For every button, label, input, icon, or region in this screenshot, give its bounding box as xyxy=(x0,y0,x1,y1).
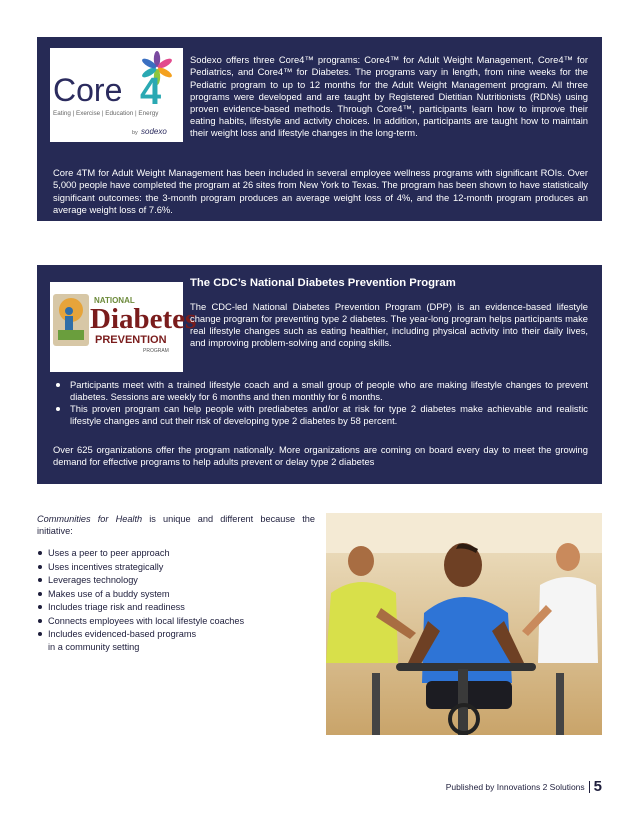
feature-item: Leverages technology xyxy=(37,574,315,586)
dpp-logo-national: NATIONAL xyxy=(94,296,135,305)
publisher-text: Published by Innovations 2 Solutions xyxy=(445,781,585,792)
feature-item: Makes use of a buddy system xyxy=(37,588,315,600)
dpp-bullet: This proven program can help people with prediabetes and/or at risk for type 2 diabetes make achievable and realistic lifestyle changes and cut their risk of developing type 2 diabetes by 58 percent. xyxy=(53,403,588,427)
feature-item: Uses a peer to peer approach xyxy=(37,547,315,559)
dpp-logo-program: PROGRAM xyxy=(143,348,169,354)
dpp-bullet: Participants meet with a trained lifestyle coach and a small group of people who are making lifestyle changes to prevent diabetes. Sessions are weekly for 6 months and then monthly for 6 months. xyxy=(53,379,588,403)
feature-item: Connects employees with local lifestyle coaches xyxy=(37,615,315,627)
communities-name: Communities for Health xyxy=(37,514,143,524)
sodexo-brand: sodexo xyxy=(141,127,167,136)
dpp-bullet-list xyxy=(53,379,588,427)
communities-feature-list xyxy=(37,547,315,652)
spin-class-photo xyxy=(326,513,602,735)
feature-item-text: Includes evidenced-based programs xyxy=(48,629,197,640)
core4-tagline: Eating | Exercise | Education | Energy xyxy=(53,110,159,117)
dpp-title: The CDC’s National Diabetes Prevention Program xyxy=(190,277,456,289)
communities-section xyxy=(37,513,315,654)
footer-divider xyxy=(589,781,590,793)
feature-item xyxy=(37,628,315,652)
core4-logo-word: Core xyxy=(53,72,123,108)
core4-by: by xyxy=(132,130,138,136)
core4-outcomes: Core 4TM for Adult Weight Management has been included in several employee wellness programs with significant ROIs. Over 5,000 people have completed the program at 26 sites from New York to Texas. The program has been shown to have statistically significant outcomes: the 3-month program produces an average weight loss of 4%, and the 12-month program produces an average weight loss of 7.6%. xyxy=(53,167,588,215)
feature-item: Includes triage risk and readiness xyxy=(37,601,315,613)
core4-logo xyxy=(50,48,183,142)
core4-intro: Sodexo offers three Core4™ programs: Core4™ for Adult Weight Management, Core4™ for Pediatrics, and Core4™ for Diabetes. The programs vary in length, from nine weeks for the Pediatric program to up to 12 months for the Adult Weight Management program. All three programs were developed and are taught by Registered Dietitian Nutritionists (RDNs) using proven evidence-based methods. Through Core4™, participants learn how to improve their eating habits, lifestyle and activity choices. In addition, participants are taught how to maintain their weight loss and lifestyle changes in the long-term. xyxy=(190,54,588,138)
page-footer xyxy=(446,778,602,795)
feature-item: Uses incentives strategically xyxy=(37,561,315,573)
dpp-section xyxy=(37,265,602,484)
dpp-logo-diabetes: Diabetes xyxy=(90,303,197,335)
dpp-logo xyxy=(50,282,197,372)
core4-section xyxy=(37,37,602,221)
communities-intro xyxy=(37,513,315,537)
communities-intro-text: is unique and different because the initiative: xyxy=(37,514,315,537)
dpp-closing: Over 625 organizations offer the program nationally. More organizations are coming on board every day to meet the growing demand for effective programs to help adults prevent or delay type 2 diabetes xyxy=(53,444,588,468)
page-number: 5 xyxy=(593,778,602,795)
feature-item-continuation: in a community setting xyxy=(48,641,140,652)
dpp-logo-prevention: PREVENTION xyxy=(95,334,167,346)
core4-logo-digit: 4 xyxy=(140,71,162,113)
dpp-intro: The CDC-led National Diabetes Prevention Program (DPP) is an evidence-based lifestyle change program for preventing type 2 diabetes. The year-long program helps participants make real lifestyle changes such as eating healthier, including physical activity into their daily lives, and improving problem-solving and coping skills. xyxy=(190,301,588,349)
